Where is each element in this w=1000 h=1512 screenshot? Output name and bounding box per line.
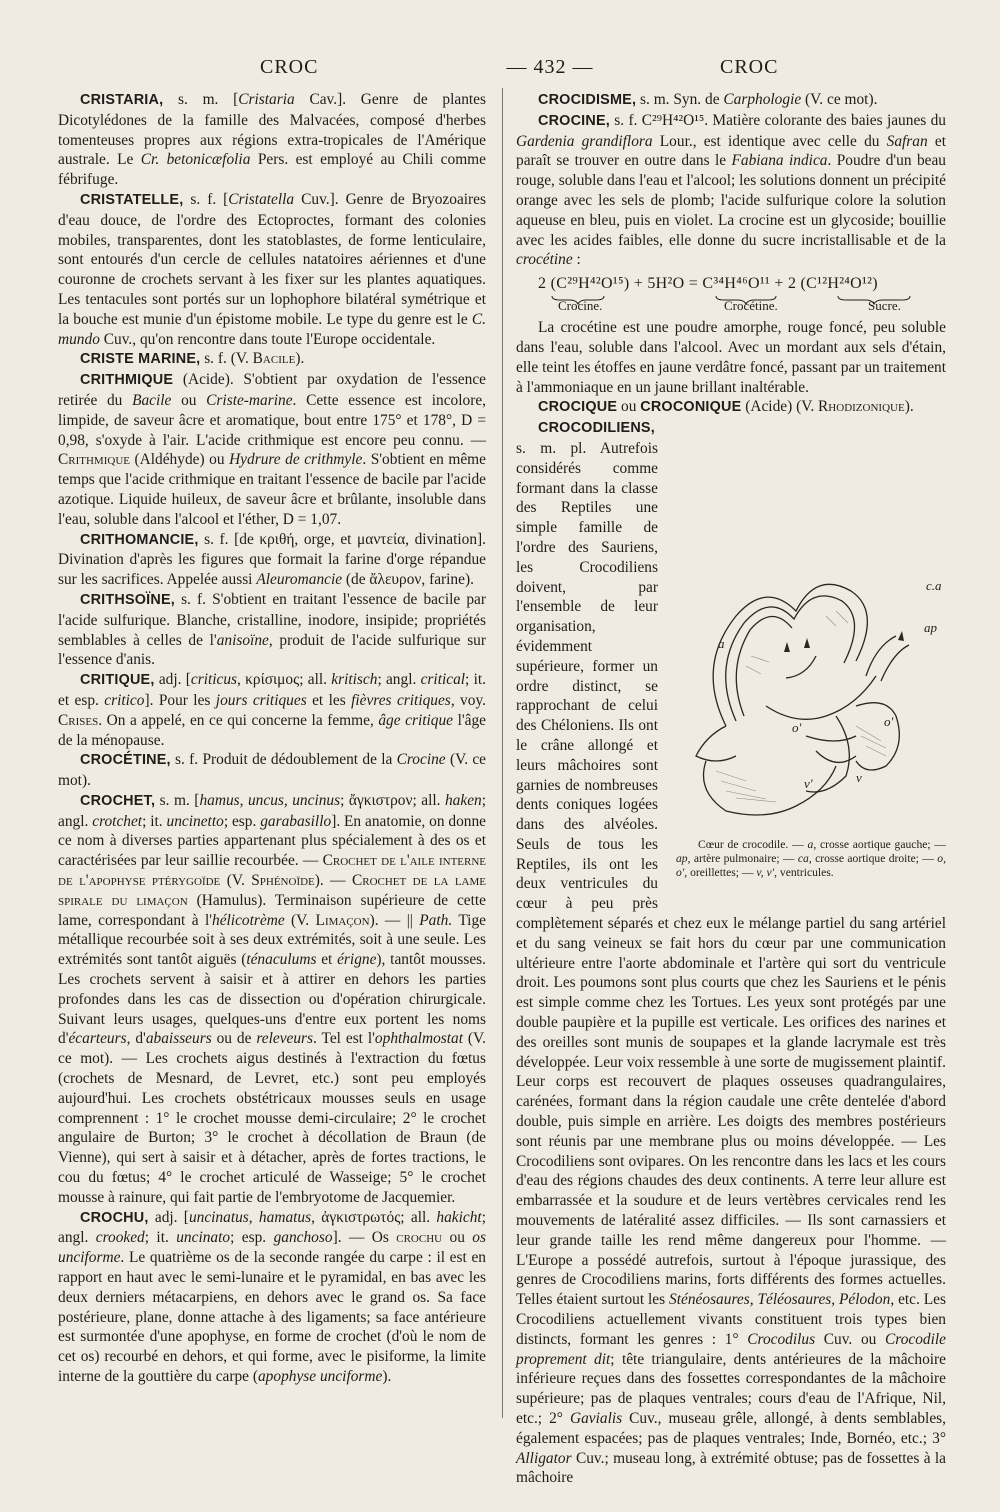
- entry-crochu: [58, 1208, 486, 1387]
- headword: CRITHMIQUE: [80, 372, 174, 389]
- entry-text: s. f. Produit de dédoublement de la Crocine (V. ce mot).: [58, 751, 487, 790]
- equation-label-crocetine: Crocétine.: [724, 298, 778, 314]
- headword: CRISTE MARINE,: [80, 351, 201, 368]
- figure-label-v: v: [856, 770, 862, 786]
- entry-text: s. f. [Cristatella Cuv.]. Genre de Bryozoaires d'eau douce, de l'ordre des Ectoproctes, formant des colonies mobiles, transparentes, dont les statoblastes, de forme lenticulaire, sont entourés d'un cercle de cellules natatoires aériennes et d'une couronne de crochets servant à les fixer sur les plantes aquatiques. Les tentacules sont portés sur un lophophore bilatéral symétrique et la bouche est munie d'un épistome mobile. Le type du genre est le C. mundo Cuv., qu'on rencontre dans toute l'Europe occidentale.: [58, 190, 487, 348]
- entry-crithomancie: [58, 530, 486, 590]
- figure-label-ap: ap: [924, 620, 937, 636]
- entry-text: adj. [uncinatus, hamatus, ἀγκιστρωτός; all. hakicht; angl. crooked; it. uncinato; esp. ganchoso]. — Os crochu ou os unciforme. Le quatrième os de la seconde rangée du carpe : il est en rapport en haut avec le semi-lunaire et le pyramidal, en bas avec les deux derniers métacarpiens, en dehors avec le grand os. Sa face postérieure, plane, donne attache à des ligaments; sa face antérieure est surmontée d'une apophyse, en forme de crochet (d'où le nom de cet os) recourbé en dehors, et qui forme, avec le pisiforme, la limite interne de la gouttière du carpe (apophyse unciforme).: [58, 1208, 486, 1385]
- column-divider: [502, 88, 503, 1418]
- entry-text: ou CROCONIQUE (Acide) (V. Rhodizonique).: [617, 398, 914, 416]
- headword: CROCHU,: [80, 1209, 149, 1226]
- entry-crithsoine: [58, 590, 486, 670]
- headword: CROCHET,: [80, 792, 156, 809]
- page-number: — 432 —: [506, 56, 594, 78]
- entry-crocetine: [58, 750, 486, 791]
- headword: CRITIQUE,: [80, 672, 155, 689]
- headword: CROCIDISME,: [538, 92, 637, 108]
- entry-crithmique: [58, 370, 486, 529]
- running-head-left: CROC: [260, 56, 319, 78]
- chemical-equation: [516, 272, 946, 316]
- entry-cristaria: [58, 90, 486, 190]
- right-column: [516, 90, 946, 1488]
- left-column: [58, 90, 486, 1387]
- entry-crocine: [516, 111, 946, 270]
- equation-text: 2 (C²⁹H⁴²O¹⁵) + 5H²O = C³⁴H⁴⁶O¹¹ + 2 (C¹²H²⁴O¹²): [538, 275, 878, 293]
- entry-text: s. f. (V. Bacile).: [200, 350, 305, 368]
- headword: CRISTARIA,: [80, 92, 164, 108]
- headword: CRITHOMANCIE,: [80, 531, 199, 548]
- equation-label-sucre: Sucre.: [868, 298, 901, 314]
- crocodile-heart-figure: [666, 556, 948, 896]
- entry-crochet: [58, 791, 486, 1208]
- entry-critique: [58, 670, 486, 750]
- running-head: [80, 56, 940, 84]
- entry-criste-marine: [58, 349, 486, 370]
- figure-caption: Cœur de crocodile. — a, crosse aortique gauche; — ap, artère pulmonaire; — ca, crosse aortique droite; — o, o', oreillettes; — v, v', ventricules.: [676, 838, 946, 880]
- entry-text: s. m. [hamus, uncus, uncinus; ἄγκιστρον; all. haken; angl. crotchet; it. uncinetto; esp. garabasillo]. En anatomie, on donne ce nom à diverses parties appartenant plus spécialement à des os et caractérisées par leur saillie recourbée. — Crochet de l'aile interne de l'apophyse ptérygoïde (V. Sphénoïde). — Crochet de la lame spirale du limaçon (Hamulus). Terminaison supérieure de cette lame, correspondant à l'hélicotrème (V. Limaçon). — || Path. Tige métallique recourbée soit à ses deux extrémités, soit à une seule. Les extrémités sont tantôt aiguës (ténaculums et érigne), tantôt mousses. Les crochets servent à saisir et à attirer en dehors les parties profondes dans les cas de dissection ou d'opération chirurgicale. Suivant leurs usages, quelques-uns d'entre eux portent les noms d'écarteurs, d'abaisseurs ou de releveurs. Tel est l'ophthalmostat (V. ce mot). — Les crochets aigus destinés à l'extraction du fœtus (crochets de Mesnard, de Levret, etc.) sont peu employés aujourd'hui. Les crochets obstétricaux mousses seuls en usage comprennent : 1° le crochet mousse demi-circulaire; 2° le crochet angulaire de Burton; 3° le crochet à décollation de Braun (de Vienne), qui sert à saisir et à détacher, après de fortes tractions, le cou du fœtus; 4° le crochet articulé de Wasseige; 5° le crochet mousse à rainure, qui fait partie de l'embryotome de Jacquemier.: [58, 791, 487, 1206]
- entry-text: s. m. [Cristaria Cav.]. Genre de plantes Dicotylédones de la famille des Malvacées, composé d'herbes tomenteuses propres aux régions extra-tropicales de l'Amérique australe. Le Cr. betonicæfolia Pers. est employé au Chili comme fébrifuge.: [58, 91, 486, 189]
- running-head-right: CROC: [720, 56, 779, 78]
- figure-label-v-prime: v': [804, 776, 813, 792]
- crocodile-heart-engraving-icon: [666, 556, 948, 836]
- figure-label-a: a: [718, 636, 725, 652]
- figure-label-o: o': [884, 714, 894, 730]
- entry-crocodiliens: [516, 418, 946, 1488]
- headword: CRISTATELLE,: [80, 191, 184, 208]
- entry-text: adj. [criticus, κρίσιμος; all. kritisch; angl. critical; it. et esp. critico]. Pour les jours critiques et les fièvres critiques, voy. Crises. On a appelé, en ce qui concerne la femme, âge critique l'âge de la ménopause.: [58, 671, 486, 749]
- entry-text: s. m. Syn. de Carphologie (V. ce mot).: [636, 91, 878, 108]
- headword: CRITHSOÏNE,: [80, 591, 175, 608]
- headword: CROCÉTINE,: [80, 752, 171, 769]
- equation-label-crocine: Crocine.: [558, 298, 603, 314]
- entry-crocidisme: [516, 90, 946, 111]
- headword: CROCODILIENS,: [538, 420, 655, 437]
- figure-label-o-prime: o': [792, 720, 802, 736]
- headword: CROCINE,: [538, 112, 610, 129]
- entry-text: (Acide). S'obtient par oxydation de l'essence retirée du Bacile ou Criste-marine. Cette essence est incolore, limpide, de saveur âcre et aromatique, bout entre 175° et 178°, D = 0,98, s'oxyde à l'air. L'acide crithmique est encore peu connu. — Crithmique (Aldéhyde) ou Hydrure de crithmyle. S'obtient en même temps que l'acide crithmique en traitant l'essence de bacile par l'acide azotique. Liquide huileux, de saveur âcre et brûlante, insoluble dans l'eau, soluble dans l'alcool et l'éther, D = 1,07.: [58, 371, 486, 528]
- figure-label-ca: c.a: [926, 578, 942, 594]
- headword: CROCIQUE: [538, 399, 618, 416]
- entry-crocique: [516, 397, 946, 418]
- crocine-continuation: La crocétine est une poudre amorphe, rouge foncé, peu soluble dans l'eau, soluble dans l'alcool. Avec un mordant aux sels d'étain, elle teint les étoffes en jaune verdâtre foncé, passant par un traitement à l'ammoniaque en un jaune brillant inaltérable.: [516, 319, 946, 396]
- entry-text: s. m. pl. Autrefois considérés comme formant dans la classe des Reptiles une simple famille de l'ordre des Sauriens, les Crocodiliens doivent, par l'ensemble de leur organisation, évidemment supérieure, former un ordre distinct, se rapprochant de celui des Chéloniens. Ils ont le crâne allongé et leurs mâchoires sont garnies de nombreuses dents coniques logées dans des alvéoles. Seuls de tous les Reptiles, ils ont les deux ventricules du cœur à peu près complètement séparés et chez eux le mélange partiel du sang artériel et du sang veineux se fait hors du cœur par une communication ultérieure entre l'aorte abdominale et l'artère qui sort du ventricule droit. Les poumons sont plus courts que chez les Sauriens et le pénis est simple comme chez les Tortues. Les yeux sont protégés par une double paupière et la pupille est verticale. Les orifices des narines et des oreilles sont munis de soupapes et la glande lacrymale est très développée. Leur voix ressemble à une sorte de mugissement plaintif. Leur corps est recouvert de plaques osseuses quadrangulaires, carénées, formant dans la région caudale une crête dentelée d'abord double, puis simple en arrière. Les doigts des membres postérieurs sont réunis par une membrane plus ou moins développée. — Les Crocodiliens sont ovipares. On les rencontre dans les lacs et les cours d'eau des régions chaudes des deux continents. A terre leur allure est embarrassée et la soudure et de leurs vertèbres cervicales rend les mouvements de latéralité assez difficiles. — Ils sont carnassiers et leur grande taille les rend même dangereux pour l'homme. — L'Europe a possédé autrefois, surtout à l'époque jurassique, des genres de Crocodiliens marins, forts différents des formes actuelles. Telles étaient surtout les Sténéosaures, Téléosaures, Pélodon, etc. Les Crocodiliens actuellement vivants constituent trois types bien distincts, formant les genres : 1° Crocodilus Cuv. ou Crocodile proprement dit; tête triangulaire, dents antérieures de la mâchoire inférieure reçues dans des fossettes correspondantes de la mâchoire supérieure; pas de plaques ventrales; cours d'eau de l'Afrique, Nil, etc.; 2° Gavialis Cuv., museau grêle, allongé, à dents semblables, également espacées; pas de plaques ventrales; Inde, Bornéo, etc.; 3° Alligator Cuv.; museau long, à extrémité obtuse; pas de fossettes à la mâchoire: [516, 439, 947, 1487]
- entry-cristatelle: [58, 190, 486, 349]
- entry-text: s. f. S'obtient en traitant l'essence de bacile par l'acide sulfurique. Blanche, cristalline, inodore, insipide; propriétés semblables à celles de l'anisoïne, produit de l'acide sulfurique sur l'essence d'anis.: [58, 590, 486, 669]
- entry-text: s. f. [de κριθή, orge, et μαντεία, divination]. Divination d'après les figures que formait la farine d'orge répandue sur les sacrifices. Appelée aussi Aleuromancie (de ἄλευρον, farine).: [58, 530, 486, 589]
- entry-text: s. f. C²⁹H⁴²O¹⁵. Matière colorante des baies jaunes du Gardenia grandiflora Lour., est identique avec celle du Safran et paraît se trouver en outre dans le Fabiana indica. Poudre d'un beau rouge, soluble dans l'eau et l'alcool; les solutions donnent un précipité orange avec les sels de plomb; l'acide sulfurique colore la solution aqueuse en bleu, puis en violet. La crocine est un glycoside; bouillie avec les acides faibles, elle donne du sucre incristallisable et de la crocétine :: [516, 111, 946, 269]
